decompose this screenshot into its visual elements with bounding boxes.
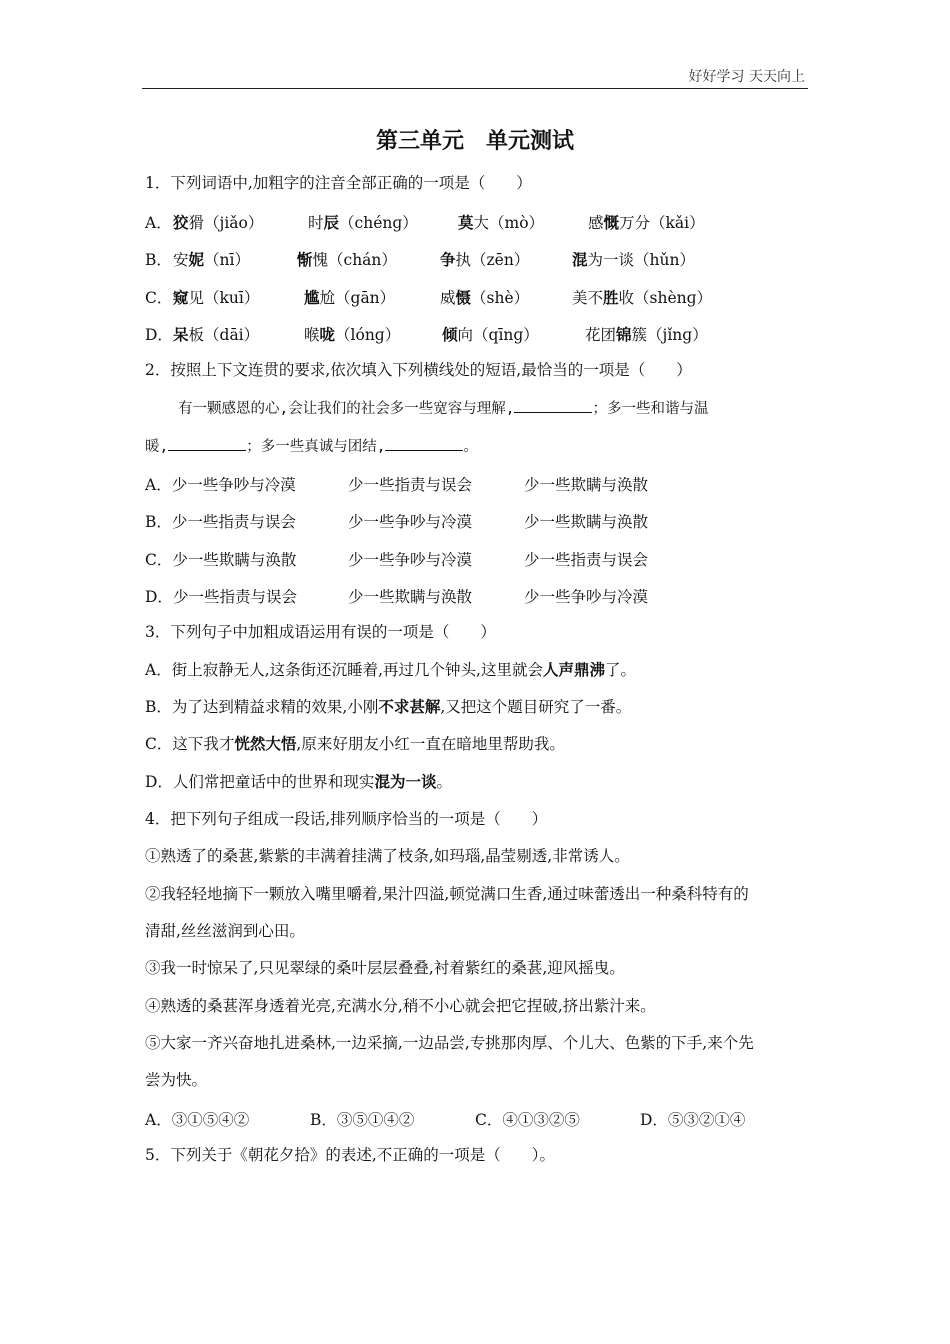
question-5-stem: 5．下列关于《朝花夕拾》的表述,不正确的一项是（ ）。	[145, 1146, 556, 1164]
q1-option-c-item-3: 威慑（shè）	[440, 288, 530, 307]
q1-option-c-item-4: 美不胜收（shènɡ）	[572, 288, 713, 307]
q2-option-b-item-2: 少一些争吵与冷漠	[348, 513, 473, 531]
q4-sentence-2: ②我轻轻地摘下一颗放入嘴里嚼着,果汁四溢,顿觉满口生香,通过味蕾透出一种桑科特有的	[145, 885, 749, 903]
question-1-stem: 1．下列词语中,加粗字的注音全部正确的一项是（ ）	[145, 174, 532, 192]
q3-option-b: B．为了达到精益求精的效果,小刚不求甚解,又把这个题目研究了一番。	[145, 697, 632, 716]
q1-option-b-item-1: 安妮（nī）	[173, 250, 250, 269]
q4-sentence-5: ⑤大家一齐兴奋地扎进桑林,一边采摘,一边品尝,专挑那肉厚、个儿大、色紫的下手,来个先	[145, 1034, 754, 1052]
q1-option-d-item-1: 呆板（dāi）	[173, 325, 260, 344]
q2-passage-line-1: 有一颗感恩的心,会让我们的社会多一些宽容与理解, ；多一些和谐与温	[178, 398, 708, 419]
q4-option-d: D．⑤③②①④	[640, 1111, 746, 1129]
q4-option-a: A．③①⑤④②	[145, 1111, 250, 1129]
q4-option-c: C．④①③②⑤	[475, 1111, 580, 1129]
q4-sentence-1: ①熟透了的桑葚,紫紫的丰满着挂满了枝条,如玛瑙,晶莹剔透,非常诱人。	[145, 847, 630, 865]
q3-option-c: C．这下我才恍然大悟,原来好朋友小红一直在暗地里帮助我。	[145, 734, 565, 753]
q1-option-b-item-4: 混为一谈（hǔn）	[572, 250, 695, 269]
q2-passage-line-2: 暖, ；多一些真诚与团结, 。	[145, 436, 478, 457]
q2-option-b-item-3: 少一些欺瞒与涣散	[524, 513, 649, 531]
q2-option-d-item-2: 少一些欺瞒与涣散	[348, 588, 473, 606]
q1-option-a-label: A．	[145, 214, 172, 232]
q1-option-d-item-4: 花团锦簇（jǐnɡ）	[585, 325, 708, 344]
q1-option-b-item-2: 惭愧（chán）	[297, 250, 397, 269]
q1-option-a-item-3: 莫大（mò）	[458, 213, 545, 232]
q2-blank-1	[514, 398, 592, 413]
q3-option-d: D．人们常把童话中的世界和现实混为一谈。	[145, 772, 452, 791]
q3-option-a: A．街上寂静无人,这条街还沉睡着,再过几个钟头,这里就会人声鼎沸了。	[145, 660, 637, 679]
q2-option-c-item-3: 少一些指责与误会	[524, 551, 649, 569]
header-text: 好好学习 天天向上	[688, 69, 805, 85]
q4-sentence-3: ③我一时惊呆了,只见翠绿的桑叶层层叠叠,衬着紫红的桑葚,迎风摇曳。	[145, 959, 625, 977]
header-rule	[142, 88, 808, 89]
q1-option-a-item-2: 时辰（chénɡ）	[308, 213, 418, 232]
q2-option-c-item-2: 少一些争吵与冷漠	[348, 551, 473, 569]
q1-option-c-item-2: 尴尬（gān）	[304, 288, 396, 307]
q2-option-d-item-3: 少一些争吵与冷漠	[524, 588, 649, 606]
q1-option-a-item-1: 狡猾（jiǎo）	[173, 213, 264, 232]
q2-option-c: C．少一些欺瞒与涣散	[145, 551, 297, 569]
question-3-stem: 3．下列句子中加粗成语运用有误的一项是（ ）	[145, 623, 496, 641]
q1-option-b-item-3: 争执（zēn）	[440, 250, 530, 269]
page-title: 第三单元 单元测试	[375, 128, 574, 154]
q1-option-c-item-1: 窥见（kuī）	[173, 288, 260, 307]
q2-option-b: B．少一些指责与误会	[145, 513, 296, 531]
q1-option-a-item-4: 感慨万分（kǎi）	[588, 213, 705, 232]
q4-sentence-2-cont: 清甜,丝丝滋润到心田。	[145, 922, 305, 940]
q2-blank-3	[385, 436, 463, 451]
q2-blank-2	[168, 436, 246, 451]
q4-sentence-5-cont: 尝为快。	[145, 1071, 208, 1089]
q4-sentence-4: ④熟透的桑葚浑身透着光亮,充满水分,稍不小心就会把它捏破,挤出紫汁来。	[145, 997, 656, 1015]
q1-option-d-item-3: 倾向（qīnɡ）	[442, 325, 539, 344]
q2-option-d: D．少一些指责与误会	[145, 588, 297, 606]
q1-option-b-label: B．	[145, 251, 172, 269]
q1-option-c-label: C．	[145, 289, 173, 307]
question-2-stem: 2．按照上下文连贯的要求,依次填入下列横线处的短语,最恰当的一项是（ ）	[145, 361, 692, 379]
question-4-stem: 4．把下列句子组成一段话,排列顺序恰当的一项是（ ）	[145, 810, 548, 828]
q2-option-a-item-3: 少一些欺瞒与涣散	[524, 476, 649, 494]
q1-option-d-item-2: 喉咙（lónɡ）	[304, 325, 401, 344]
q2-option-a-item-2: 少一些指责与误会	[348, 476, 473, 494]
q1-option-d-label: D．	[145, 326, 173, 344]
q2-option-a: A．少一些争吵与冷漠	[145, 476, 296, 494]
q4-option-b: B．③⑤①④②	[310, 1111, 415, 1129]
